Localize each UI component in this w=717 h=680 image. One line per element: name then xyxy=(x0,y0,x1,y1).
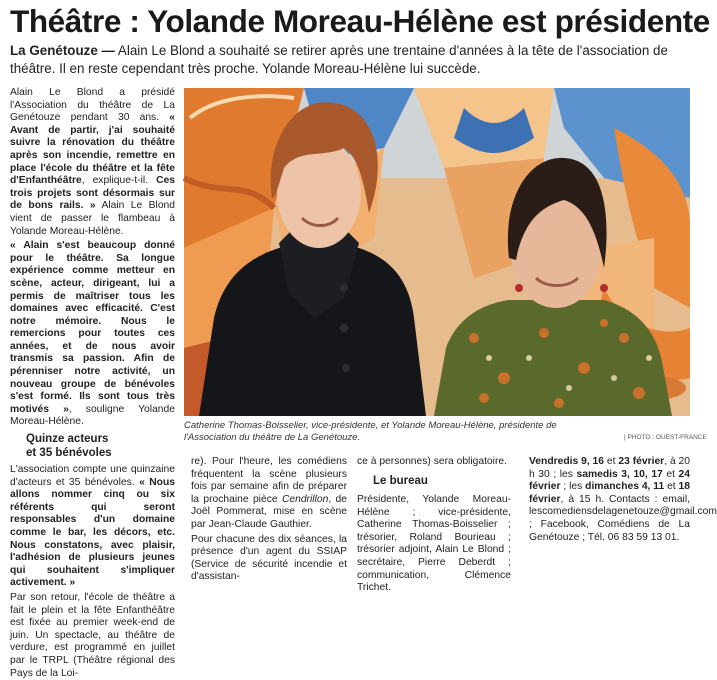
lead-paragraph xyxy=(10,42,690,78)
lead-text: Alain Le Blond a souhaité se retirer après une trentaine d'années à la tête de l'association de théâtre. Il en reste cependant très proche. Yolande Moreau-Hélène lui succède. xyxy=(10,43,668,76)
article-photo xyxy=(184,88,690,416)
paragraph: « Alain s'est beaucoup donné pour le théâtre. Sa longue expérience comme metteur en scène, acteur, dirigeant, lui a permis de maîtriser tous les domaines avec efficacité. C'est notre mémoire. Nous le remercions pour toutes ces années, et de nous avoir transmis sa passion. Afin de pérenniser notre activité, un nouveau groupe de bénévoles s'est formé. Ils sont tous très motivés », souligne Yolande Moreau-Hélène. xyxy=(10,240,175,428)
article-column-1 xyxy=(10,87,175,680)
paragraph: Présidente, Yolande Moreau-Hélène ; vice-présidente, Catherine Thomas-Boisselier ; trésorier, Roland Bourieau ; trésorier adjoint, Alain Le Blond ; secrétaire, Pierre Deberdt ; communication, Clémence Trichet. xyxy=(357,494,511,594)
subheading: Le bureau xyxy=(373,474,428,487)
photo-caption: Catherine Thomas-Boisselier, vice-présidente, et Yolande Moreau-Hélène, présidente de l'Association du théâtre de La Genétouze. xyxy=(184,420,557,443)
subheading: Quinze acteurs et 35 bénévoles xyxy=(26,433,112,459)
paragraph: re). Pour l'heure, les comédiens fréquentent la scène plusieurs fois par semaine afin de préparer la prochaine pièce Cendrillon, de Joël Pommerat, mise en scène par Jean-Claude Gauthier. xyxy=(191,456,347,530)
paragraph: Vendredis 9, 16 et 23 février, à 20 h 30 ; les samedis 3, 10, 17 et 24 février ; les dimanches 4, 11 et 18 février, à 15 h. Contacts : email, lescomediensdelagenetouze@gmail.com ; Facebook, Comédiens de La Genétouze ; Tél. 06 83 59 13 01. xyxy=(529,456,717,543)
paragraph: Par son retour, l'école de théâtre a fait le plein et la fête Enfanthéâtre est fixée au premier week-end de juin. Un spectacle, au théâtre de verdure, est programmé en juillet par le TRPL (Théâtre régional des Pays de la Loi- xyxy=(10,591,175,679)
lead-place: La Genétouze — xyxy=(10,43,115,58)
article-column-2 xyxy=(191,456,347,584)
paragraph: Pour chacune des dix séances, la présence d'un agent du SSIAP (Service de sécurité incendie et d'assistan- xyxy=(191,533,347,583)
paragraph: L'association compte une quinzaine d'acteurs et 35 bénévoles. « Nous allons nommer cinq ou six référents qui seront responsables d'un domaine comme le bar, les décors, etc. Nous constatons, avec plaisir, l'adhésion de plusieurs jeunes qui souhaitent s'impliquer activement. » xyxy=(10,464,175,589)
paragraph: Alain Le Blond a présidé l'Association du théâtre de La Genétouze pendant 30 ans. « Avant de partir, j'ai souhaité suivre la rénovation du théâtre après son incendie, remettre en place l'école du théâtre et la fête d'Enfanthéâtre, explique-t-il. Ces trois projets sont désormais sur de bons rails. » Alain Le Blond vient de passer le flambeau à Yolande Moreau-Hélène. xyxy=(10,87,176,237)
paragraph: ce à personnes) sera obligatoire. xyxy=(357,456,507,467)
article-column-3 xyxy=(357,456,511,595)
headline: Théâtre : Yolande Moreau-Hélène est présidente xyxy=(10,3,710,39)
photo-credit: | PHOTO : OUEST-FRANCE xyxy=(624,434,707,441)
article-column-4 xyxy=(529,456,717,544)
